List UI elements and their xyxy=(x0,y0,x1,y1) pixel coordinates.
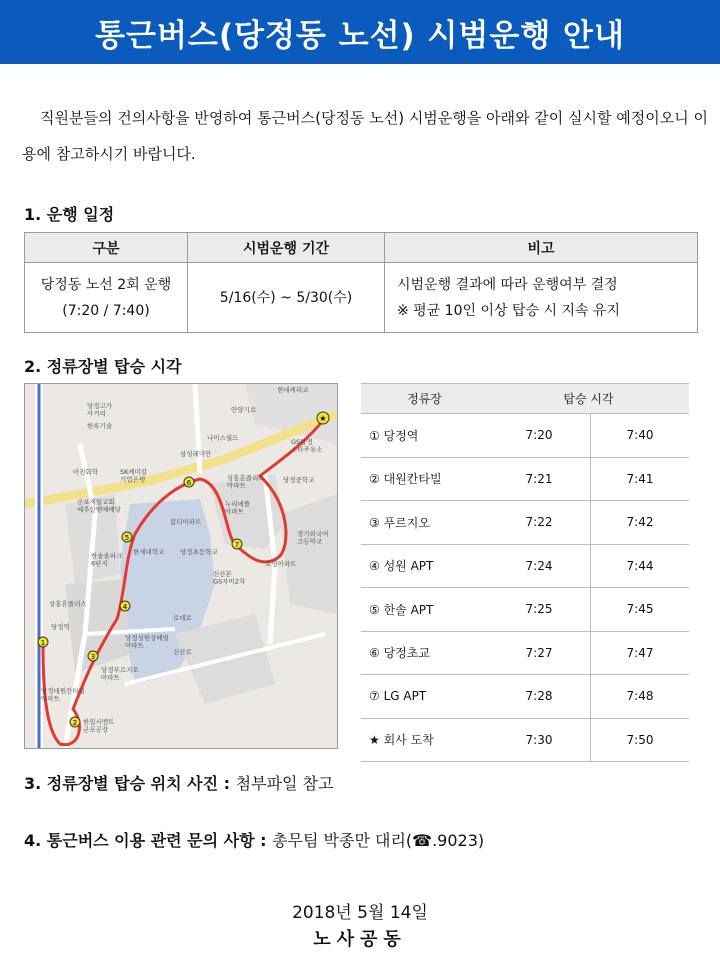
map-label-elem: 당정초등학교 xyxy=(180,548,218,556)
stop-time-2: 7:41 xyxy=(591,457,690,501)
stop-time-2: 7:40 xyxy=(591,414,690,458)
stop-name: ⑦ LG APT xyxy=(361,675,488,719)
stop-time-1: 7:22 xyxy=(488,501,591,545)
stop-time-2: 7:44 xyxy=(591,544,690,588)
svg-text:4: 4 xyxy=(122,603,128,611)
schedule-note-line2: ※ 평균 10인 이상 탑승 시 지속 유지 xyxy=(397,302,620,319)
schedule-period-cell: 5/16(수) ~ 5/30(수) xyxy=(188,263,385,333)
stop-name: ④ 성원 APT xyxy=(361,544,488,588)
map-label-seongwon: 당정성원상떼빌 아파트 xyxy=(125,634,169,650)
section-3 xyxy=(24,771,333,794)
intro-text: 직원분들의 건의사항을 반영하여 통근버스(당정동 노선) 시범운행을 아래와 같이 실시할 예정이오니 이용에 참고하시기 바랍니다. xyxy=(22,109,708,163)
map-label-sanghong-plus: 상홍휴플러스 xyxy=(49,600,87,608)
svg-text:1: 1 xyxy=(40,639,46,647)
map-label-road: 로데로 xyxy=(173,614,192,622)
section-4 xyxy=(24,828,484,851)
map-label-hansol: 한솔솔파크 6단지 xyxy=(91,552,123,568)
stop-name: ① 당정역 xyxy=(361,414,488,458)
map-label-middle: 당정중학교 xyxy=(283,476,315,484)
stops-table xyxy=(361,383,689,762)
schedule-row xyxy=(25,263,698,333)
svg-text:6: 6 xyxy=(186,479,192,487)
stop-marker-6 xyxy=(184,477,194,487)
stop-marker-3 xyxy=(88,651,98,661)
stop-row xyxy=(361,675,689,719)
route-map-svg xyxy=(25,384,337,748)
map-label-station: 당정역 xyxy=(51,623,70,631)
stop-row xyxy=(361,501,689,545)
stop-name: ② 대원칸타빌 xyxy=(361,457,488,501)
section-4-text: 총무팀 박종만 대리(☎.9023) xyxy=(272,831,485,850)
section-3-heading: 3. 정류장별 탑승 위치 사진 : xyxy=(24,774,231,793)
stop-name: ⑥ 당정초교 xyxy=(361,631,488,675)
schedule-header-row xyxy=(25,233,698,263)
stop-name: ⑤ 한솔 APT xyxy=(361,588,488,632)
schedule-header-category: 구분 xyxy=(25,233,188,263)
stop-time-2: 7:42 xyxy=(591,501,690,545)
schedule-route-line1: 당정동 노선 2회 운행 xyxy=(40,276,172,293)
route-map xyxy=(24,383,338,749)
footer-date: 2018년 5월 14일 xyxy=(292,903,428,923)
map-label-gs: GS당정 스타주유소 xyxy=(291,438,323,454)
map-label-hoyeong: 호영아파트 xyxy=(265,560,297,568)
stop-row xyxy=(361,544,689,588)
map-label-crossroad: 당정고가 사거리 xyxy=(87,402,113,418)
schedule-note-cell xyxy=(385,263,698,333)
map-label-anyang: 안양기로 xyxy=(231,406,257,414)
map-label-sinsan-road: 신산로 xyxy=(173,648,192,656)
svg-text:3: 3 xyxy=(90,653,96,661)
schedule-table xyxy=(24,232,698,333)
stop-marker-1 xyxy=(38,637,48,647)
map-label-sanghong: 상홍훈플리스 아파트 xyxy=(227,474,265,490)
section-3-text: 첨부파일 참고 xyxy=(235,774,334,793)
stop-time-1: 7:21 xyxy=(488,457,591,501)
company-star-marker xyxy=(317,412,329,424)
stop-time-1: 7:27 xyxy=(488,631,591,675)
map-label-nuri: 누리에뜰 아파트 xyxy=(225,500,251,516)
stop-time-2: 7:47 xyxy=(591,631,690,675)
svg-text:7: 7 xyxy=(234,541,240,549)
stop-time-2: 7:48 xyxy=(591,675,690,719)
svg-text:★: ★ xyxy=(319,414,327,423)
stop-row xyxy=(361,414,689,458)
map-label-hansei: 한세대학교 xyxy=(133,548,165,556)
stop-row xyxy=(361,588,689,632)
intro-paragraph xyxy=(22,100,712,172)
stop-row xyxy=(361,457,689,501)
stop-marker-7 xyxy=(232,539,242,549)
map-label-nice: 나이스월드 xyxy=(207,434,239,442)
svg-text:2: 2 xyxy=(72,719,78,727)
schedule-header-period: 시범운행 기간 xyxy=(188,233,385,263)
svg-text:5: 5 xyxy=(124,534,130,542)
schedule-route-cell xyxy=(25,263,188,333)
stop-time-1: 7:24 xyxy=(488,544,591,588)
map-label-daewon: 당정대원칸타빌 아파트 xyxy=(41,687,85,703)
map-label-hanil: 한일시멘트 군포공장 xyxy=(83,718,115,734)
schedule-route-line2: (7:20 / 7:40) xyxy=(62,302,150,319)
map-label-prugio: 당정푸르지오 아파트 xyxy=(101,666,139,682)
map-label-church: 군포제일교회 예루살렘예배당 xyxy=(77,498,121,514)
stop-time-2: 7:50 xyxy=(591,718,690,762)
footer-org: 노사공동 xyxy=(313,929,407,950)
section-1-heading: 1. 운행 일정 xyxy=(24,205,115,224)
stop-row xyxy=(361,631,689,675)
stop-marker-4 xyxy=(120,601,130,611)
map-label-hanrok: 한록기술 xyxy=(87,422,113,430)
section-4-heading: 4. 통근버스 이용 관련 문의 사항 : xyxy=(24,831,267,850)
map-label-gyeonggi: 경기외국어 고등학교 xyxy=(297,530,329,546)
title-bar xyxy=(0,0,720,64)
schedule-note-line1: 시범운행 결과에 따라 운행여부 결정 xyxy=(397,276,618,293)
stop-name: ★ 회사 도착 xyxy=(361,718,488,762)
map-label-samsung: 삼성래미안 xyxy=(180,450,212,458)
stop-time-1: 7:20 xyxy=(488,414,591,458)
map-label-sinsanbon: 신산본 GS자이2차 xyxy=(213,570,246,586)
stop-name: ③ 푸르지오 xyxy=(361,501,488,545)
page-title: 통근버스(당정동 노선) 시범운행 안내 xyxy=(95,17,625,54)
stops-header-row xyxy=(361,384,689,414)
stop-time-1: 7:28 xyxy=(488,675,591,719)
map-label-sk: SK케미칼 기업은행 xyxy=(120,468,148,484)
section-2-heading: 2. 정류장별 탑승 시각 xyxy=(24,357,182,376)
map-label-bomi: 붐티아파트 xyxy=(170,518,202,526)
map-label-hyundai: 현대케피코 xyxy=(277,386,309,394)
stop-time-1: 7:25 xyxy=(488,588,591,632)
schedule-header-note: 비고 xyxy=(385,233,698,263)
stop-time-1: 7:30 xyxy=(488,718,591,762)
stop-marker-2 xyxy=(70,717,80,727)
stops-header-time: 탑승 시각 xyxy=(488,384,689,414)
map-label-ajin: 아진화학 xyxy=(73,468,99,476)
stop-row xyxy=(361,718,689,762)
stops-header-stop: 정류장 xyxy=(361,384,488,414)
stop-time-2: 7:45 xyxy=(591,588,690,632)
stop-marker-5 xyxy=(122,532,132,542)
